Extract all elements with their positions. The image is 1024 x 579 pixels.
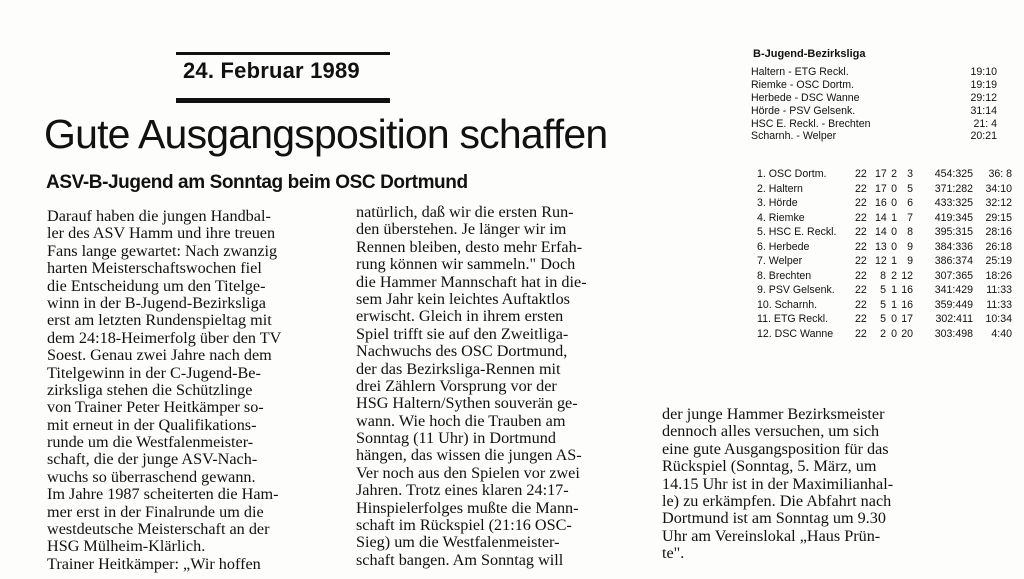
games-drawn: 2 xyxy=(891,168,897,180)
games-won: 17 xyxy=(875,182,887,195)
games-drawn: 0 xyxy=(891,240,897,253)
article-line: dem 24:18-Heimerfolg über den TV xyxy=(47,328,282,347)
result-match: HSC E. Reckl. - Brechten xyxy=(751,117,871,130)
points: 26:18 xyxy=(985,240,1012,253)
goal-ratio: 341:429 xyxy=(934,284,973,296)
article-line: wuchs so überraschend gewann. xyxy=(47,467,256,486)
article-date: 24. Februar 1989 xyxy=(183,58,360,83)
result-row xyxy=(751,66,997,79)
games-played: 22 xyxy=(855,284,867,296)
table-row xyxy=(757,240,1012,255)
games-drawn: 0 xyxy=(891,197,897,209)
date-rule-bottom xyxy=(176,98,390,103)
points: 11:33 xyxy=(986,298,1012,311)
games-won: 14 xyxy=(875,226,887,238)
article-line: schaft, die der junge ASV-Nach- xyxy=(47,450,258,469)
team-name: 1. OSC Dortm. xyxy=(757,168,827,180)
table-row xyxy=(757,182,1012,197)
table-row xyxy=(757,196,1012,211)
games-drawn: 0 xyxy=(891,327,897,340)
games-played: 22 xyxy=(855,269,867,282)
article-line: 14.15 Uhr ist in der Maximilianhal- xyxy=(662,474,894,493)
article-line: Jahren. Trotz eines klaren 24:17- xyxy=(356,481,569,500)
article-line: erwischt. Gleich in ihrem ersten xyxy=(356,307,564,326)
article-line: wann. Wie hoch die Trauben am xyxy=(356,411,566,430)
games-lost: 12 xyxy=(901,269,913,282)
article-line: Spiel trifft sie auf den Zweitliga- xyxy=(356,324,569,343)
article-line: Nachwuchs des OSC Dortmund, xyxy=(356,342,568,361)
goal-ratio: 307:365 xyxy=(934,269,973,282)
games-won: 16 xyxy=(875,197,887,209)
article-line: schaft bangen. Am Sonntag will xyxy=(356,550,564,569)
team-name: 12. DSC Wanne xyxy=(757,327,834,340)
result-row xyxy=(751,92,997,105)
article-line: sem Jahr kein leichtes Auftaktlos xyxy=(356,289,570,308)
article-line: Fans lange gewartet: Nach zwanzig xyxy=(47,241,278,260)
games-played: 22 xyxy=(855,327,867,340)
article-column-1 xyxy=(47,208,343,573)
team-name: 10. Scharnh. xyxy=(757,298,818,311)
article-column-2 xyxy=(356,204,638,569)
article-line: Dortmund ist am Sonntag um 9.30 xyxy=(662,509,886,528)
article-line: der junge Hammer Bezirksmeister xyxy=(662,405,885,423)
result-match: Riemke - OSC Dortm. xyxy=(751,78,855,91)
games-drawn: 0 xyxy=(891,313,897,325)
team-name: 5. HSC E. Reckl. xyxy=(757,226,837,238)
games-won: 14 xyxy=(875,211,887,224)
table-row xyxy=(757,167,1012,182)
article-line: mit erneut in der Qualifikations- xyxy=(47,415,257,434)
article-line: hängen, das wissen die jungen AS- xyxy=(356,446,582,465)
games-played: 22 xyxy=(855,226,867,238)
points: 10:34 xyxy=(985,313,1012,325)
result-score: 20:21 xyxy=(970,130,997,143)
article-line: Uhr am Vereinslokal „Haus Prün- xyxy=(662,526,881,545)
games-drawn: 0 xyxy=(891,182,897,195)
table-row xyxy=(757,225,1012,240)
games-lost: 7 xyxy=(907,211,913,224)
article-line: die Hammer Mannschaft hat in die- xyxy=(356,272,587,291)
article-line: Sieg) um die Westfalenmeister- xyxy=(356,533,560,552)
goal-ratio: 359:449 xyxy=(934,298,973,311)
goal-ratio: 386:374 xyxy=(934,255,973,267)
article-line: Titelgewinn in der C-Jugend-Be- xyxy=(47,363,261,382)
games-played: 22 xyxy=(855,182,867,195)
games-won: 12 xyxy=(875,255,887,267)
article-line: zirksliga stehen die Schützlinge xyxy=(47,380,253,399)
games-drawn: 1 xyxy=(891,284,897,296)
points: 18:26 xyxy=(985,269,1012,282)
article-line: winn in der B-Jugend-Bezirksliga xyxy=(47,293,266,312)
article-line: Ver noch aus den Spielen vor zwei xyxy=(356,463,580,482)
goal-ratio: 384:336 xyxy=(934,240,973,253)
team-name: 2. Haltern xyxy=(757,182,803,195)
result-score: 29:12 xyxy=(970,91,997,104)
points: 25:19 xyxy=(985,255,1012,267)
team-name: 6. Herbede xyxy=(757,240,810,253)
games-drawn: 0 xyxy=(891,226,897,238)
result-score: 19:19 xyxy=(970,78,997,91)
article-column-3 xyxy=(662,406,948,563)
result-score: 31:14 xyxy=(970,104,997,117)
result-match: Hörde - PSV Gelsenk. xyxy=(751,104,856,117)
standings-table xyxy=(757,167,1012,341)
games-lost: 9 xyxy=(907,240,913,253)
games-lost: 16 xyxy=(901,284,913,296)
article-line: natürlich, daß wir die ersten Run- xyxy=(356,203,574,221)
article-line: von Trainer Peter Heitkämper so- xyxy=(47,398,264,417)
goal-ratio: 371:282 xyxy=(934,182,973,195)
goal-ratio: 419:345 xyxy=(934,211,973,224)
result-row xyxy=(751,105,997,118)
games-drawn: 1 xyxy=(891,255,897,267)
games-won: 2 xyxy=(880,327,886,340)
games-played: 22 xyxy=(855,255,867,267)
goal-ratio: 395:315 xyxy=(934,226,973,238)
goal-ratio: 303:498 xyxy=(934,327,973,340)
result-row xyxy=(751,79,997,92)
team-name: 9. PSV Gelsenk. xyxy=(757,284,835,296)
article-line: HSG Haltern/Sythen souverän ge- xyxy=(356,394,578,413)
games-lost: 6 xyxy=(907,197,913,209)
games-won: 13 xyxy=(875,240,887,253)
table-row xyxy=(757,312,1012,327)
goal-ratio: 454:325 xyxy=(934,168,973,180)
date-rule-top xyxy=(176,52,390,55)
goal-ratio: 433:325 xyxy=(934,197,973,209)
article-line: Trainer Heitkämper: „Wir hoffen xyxy=(47,554,261,573)
games-lost: 17 xyxy=(901,313,913,325)
games-won: 5 xyxy=(880,313,886,325)
points: 29:15 xyxy=(985,211,1012,224)
table-row xyxy=(757,283,1012,298)
table-row xyxy=(757,254,1012,269)
table-row xyxy=(757,269,1012,284)
games-played: 22 xyxy=(855,240,867,253)
league-title: B-Jugend-Bezirksliga xyxy=(753,48,866,60)
table-row xyxy=(757,327,1012,342)
result-row xyxy=(751,118,997,131)
team-name: 11. ETG Reckl. xyxy=(757,313,829,325)
article-line: erst am letzten Rundenspieltag mit xyxy=(47,311,272,330)
article-line: Rückspiel (Sonntag, 5. März, um xyxy=(662,457,877,476)
article-line: Sonntag (11 Uhr) in Dortmund xyxy=(356,429,556,448)
games-won: 5 xyxy=(880,284,886,296)
team-name: 3. Hörde xyxy=(757,197,798,209)
article-line: drei Zählern Vorsprung vor der xyxy=(356,376,557,395)
article-line: ler des ASV Hamm und ihre treuen xyxy=(47,224,276,243)
article-line: Soest. Genau zwei Jahre nach dem xyxy=(47,346,272,365)
team-name: 7. Welper xyxy=(757,255,803,267)
result-score: 19:10 xyxy=(970,66,997,78)
games-drawn: 1 xyxy=(891,298,897,311)
article-line: der das Bezirksliga-Rennen mit xyxy=(356,359,561,378)
article-line: rung können wir sammeln." Doch xyxy=(356,255,576,274)
article-line: westdeutsche Meisterschaft an der xyxy=(47,520,270,539)
article-line: Im Jahre 1987 scheiterten die Ham- xyxy=(47,485,279,504)
result-match: Haltern - ETG Reckl. xyxy=(751,66,849,78)
article-line: schaft im Rückspiel (21:16 OSC- xyxy=(356,516,572,535)
article-line: Hinspielerfolges mußte die Mann- xyxy=(356,498,579,517)
article-headline: Gute Ausgangsposition schaffen xyxy=(44,111,608,157)
article-line: mer erst in der Finalrunde um die xyxy=(47,502,264,521)
team-name: 4. Riemke xyxy=(757,211,805,224)
games-lost: 8 xyxy=(907,226,913,238)
points: 11:33 xyxy=(986,284,1012,296)
games-played: 22 xyxy=(855,197,867,209)
team-name: 8. Brechten xyxy=(757,269,812,282)
article-line: harten Meisterschaftswochen fiel xyxy=(47,259,262,278)
games-lost: 9 xyxy=(907,255,913,267)
article-line: Rennen bleiben, desto mehr Erfah- xyxy=(356,237,583,256)
games-lost: 5 xyxy=(907,182,913,195)
points: 34:10 xyxy=(985,182,1012,195)
article-line: die Entscheidung um den Titelge- xyxy=(47,276,266,295)
article-line: den überstehen. Je länger wir im xyxy=(356,220,567,239)
article-line: Darauf haben die jungen Handbal- xyxy=(47,207,271,225)
games-played: 22 xyxy=(855,313,867,325)
article-line: te". xyxy=(662,544,685,563)
games-won: 17 xyxy=(875,168,887,180)
table-row xyxy=(757,298,1012,313)
table-row xyxy=(757,211,1012,226)
goal-ratio: 302:411 xyxy=(935,313,973,325)
article-line: HSG Mülheim-Klärlich. xyxy=(47,537,206,556)
result-match: Scharnh. - Welper xyxy=(751,130,837,143)
result-row xyxy=(751,130,997,143)
points: 36: 8 xyxy=(988,168,1012,180)
games-played: 22 xyxy=(855,298,867,311)
results-list xyxy=(751,66,997,143)
result-match: Herbede - DSC Wanne xyxy=(751,91,860,104)
games-drawn: 2 xyxy=(891,269,897,282)
games-lost: 20 xyxy=(901,327,913,340)
points: 28:16 xyxy=(985,226,1012,238)
games-won: 5 xyxy=(880,298,886,311)
games-drawn: 1 xyxy=(891,211,897,224)
games-won: 8 xyxy=(880,269,886,282)
points: 4:40 xyxy=(991,327,1012,340)
result-score: 21: 4 xyxy=(973,117,997,130)
games-lost: 16 xyxy=(901,298,913,311)
games-lost: 3 xyxy=(907,168,913,180)
article-line: runde um die Westfalenmeister- xyxy=(47,433,254,452)
article-subheadline: ASV-B-Jugend am Sonntag beim OSC Dortmund xyxy=(46,172,468,193)
games-played: 22 xyxy=(855,211,867,224)
games-played: 22 xyxy=(855,168,867,180)
article-line: le) zu erkämpfen. Die Abfahrt nach xyxy=(662,491,892,510)
article-line: eine gute Ausgangsposition für das xyxy=(662,439,889,458)
points: 32:12 xyxy=(985,197,1012,209)
article-line: dennoch alles versuchen, um sich xyxy=(662,422,880,441)
